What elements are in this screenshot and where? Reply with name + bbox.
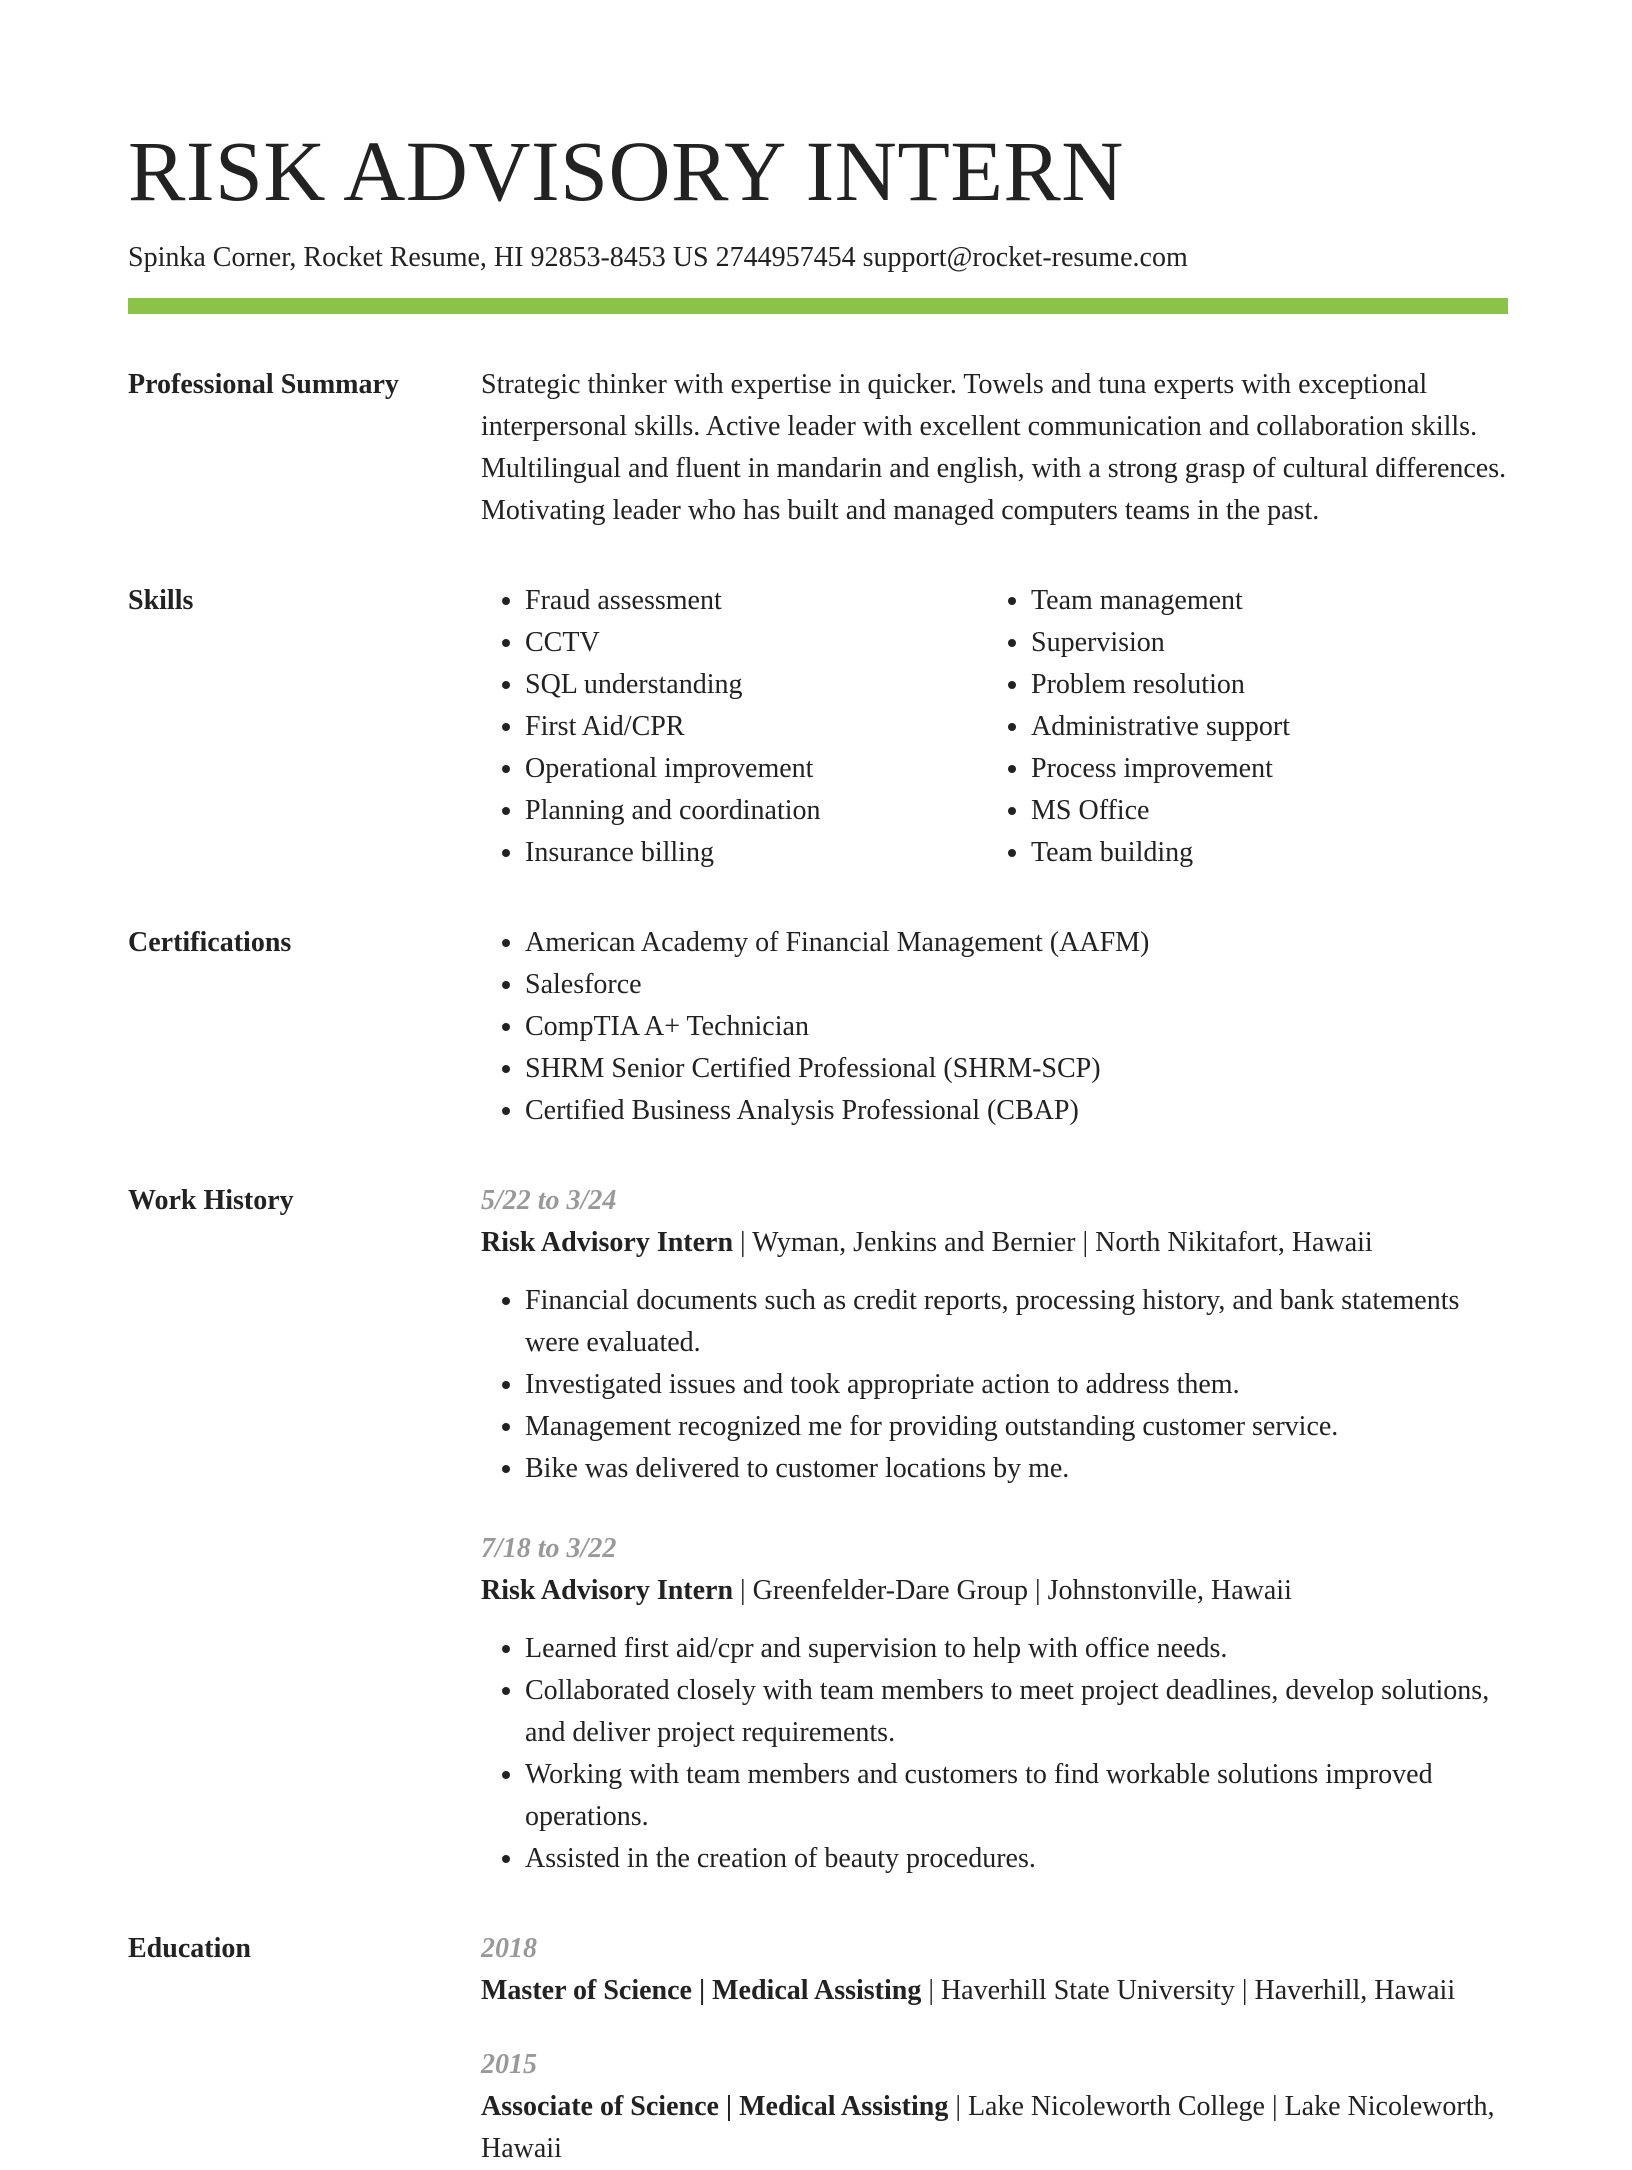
job-bullets: [481, 1628, 1508, 1880]
skill-item: • Planning and coordination: [525, 790, 987, 832]
skill-item: • MS Office: [1031, 790, 1493, 832]
section-label-work-history: Work History: [128, 1185, 294, 1216]
education-line: [481, 2086, 1508, 2170]
resume-page: [128, 0, 1508, 2170]
job-role-line: [481, 1222, 1508, 1264]
section-label-education: Education: [128, 1933, 251, 1964]
skill-item: • CCTV: [525, 622, 987, 664]
accent-divider: [128, 298, 1508, 314]
skill-item: • Fraud assessment: [525, 580, 987, 622]
job-bullet: • Learned first aid/cpr and supervision to help with office needs.: [525, 1628, 1508, 1670]
education-degree: Master of Science | Medical Assisting: [481, 1975, 922, 2006]
job-details: | Wyman, Jenkins and Bernier | North Nikitafort, Hawaii: [733, 1227, 1373, 1258]
job-role: Risk Advisory Intern: [481, 1575, 734, 1606]
certification-item: • CompTIA A+ Technician: [525, 1006, 1508, 1048]
work-history-section: [128, 1180, 1508, 1880]
job-bullet: • Working with team members and customers to find workable solutions improved operations.: [525, 1754, 1508, 1838]
job-bullet: • Financial documents such as credit reports, processing history, and bank statements were evaluated.: [525, 1280, 1508, 1364]
skill-item: • Team building: [1031, 832, 1493, 874]
skill-item: • Insurance billing: [525, 832, 987, 874]
skill-item: • Process improvement: [1031, 748, 1493, 790]
certification-item: • Certified Business Analysis Professional (CBAP): [525, 1090, 1508, 1132]
job-bullet: • Bike was delivered to customer locations by me.: [525, 1448, 1508, 1490]
education-degree: Associate of Science | Medical Assisting: [481, 2091, 949, 2122]
skills-list-left: [481, 580, 987, 874]
skills-list-right: [987, 580, 1493, 874]
education-entry: [481, 1928, 1508, 2012]
certification-item: • American Academy of Financial Management (AAFM): [525, 922, 1508, 964]
section-label-summary: Professional Summary: [128, 369, 399, 400]
education-year: 2018: [481, 1933, 537, 1964]
skill-item: • Administrative support: [1031, 706, 1493, 748]
job-role: Risk Advisory Intern: [481, 1227, 734, 1258]
education-section: [128, 1928, 1508, 2170]
job-date: 5/22 to 3/24: [481, 1185, 617, 1216]
job-bullet: • Management recognized me for providing outstanding customer service.: [525, 1406, 1508, 1448]
certifications-section: [128, 922, 1508, 1132]
section-label-certifications: Certifications: [128, 927, 292, 958]
education-year: 2015: [481, 2049, 537, 2080]
certifications-list: [481, 922, 1508, 1132]
education-line: [481, 1970, 1508, 2012]
education-details: | Haverhill State University | Haverhill, Hawaii: [921, 1975, 1456, 2006]
skill-item: • Problem resolution: [1031, 664, 1493, 706]
job-date: 7/18 to 3/22: [481, 1533, 617, 1564]
skill-item: • First Aid/CPR: [525, 706, 987, 748]
skill-item: • Team management: [1031, 580, 1493, 622]
job-details: | Greenfelder-Dare Group | Johnstonville, Hawaii: [733, 1575, 1292, 1606]
job-bullet: • Assisted in the creation of beauty procedures.: [525, 1838, 1508, 1880]
skills-section: [128, 580, 1508, 874]
job-bullet: • Investigated issues and took appropriate action to address them.: [525, 1364, 1508, 1406]
certification-item: • Salesforce: [525, 964, 1508, 1006]
skill-item: • Supervision: [1031, 622, 1493, 664]
education-details: | Lake Nicoleworth College | Lake Nicoleworth, Hawaii: [481, 2091, 1495, 2164]
education-entry: [481, 2044, 1508, 2170]
job-entry: [481, 1528, 1508, 1880]
resume-title: RISK ADVISORY INTERN: [128, 123, 1124, 219]
summary-section: [128, 364, 1508, 532]
job-entry: [481, 1180, 1508, 1490]
job-bullets: [481, 1280, 1508, 1490]
contact-line: Spinka Corner, Rocket Resume, HI 92853-8453 US 2744957454 support@rocket-resume.com: [128, 242, 1188, 273]
job-bullet: • Collaborated closely with team members to meet project deadlines, develop solutions, and deliver project requirements.: [525, 1670, 1508, 1754]
summary-text: Strategic thinker with expertise in quicker. Towels and tuna experts with exceptional interpersonal skills. Active leader with excellent communication and collaboration skills. Multilingual and fluent in mandarin and english, with a strong grasp of cultural differences. Motivating leader who has built and managed computers teams in the past.: [481, 369, 1507, 526]
skill-item: • SQL understanding: [525, 664, 987, 706]
job-role-line: [481, 1570, 1508, 1612]
skill-item: • Operational improvement: [525, 748, 987, 790]
certification-item: • SHRM Senior Certified Professional (SHRM-SCP): [525, 1048, 1508, 1090]
section-label-skills: Skills: [128, 585, 194, 616]
